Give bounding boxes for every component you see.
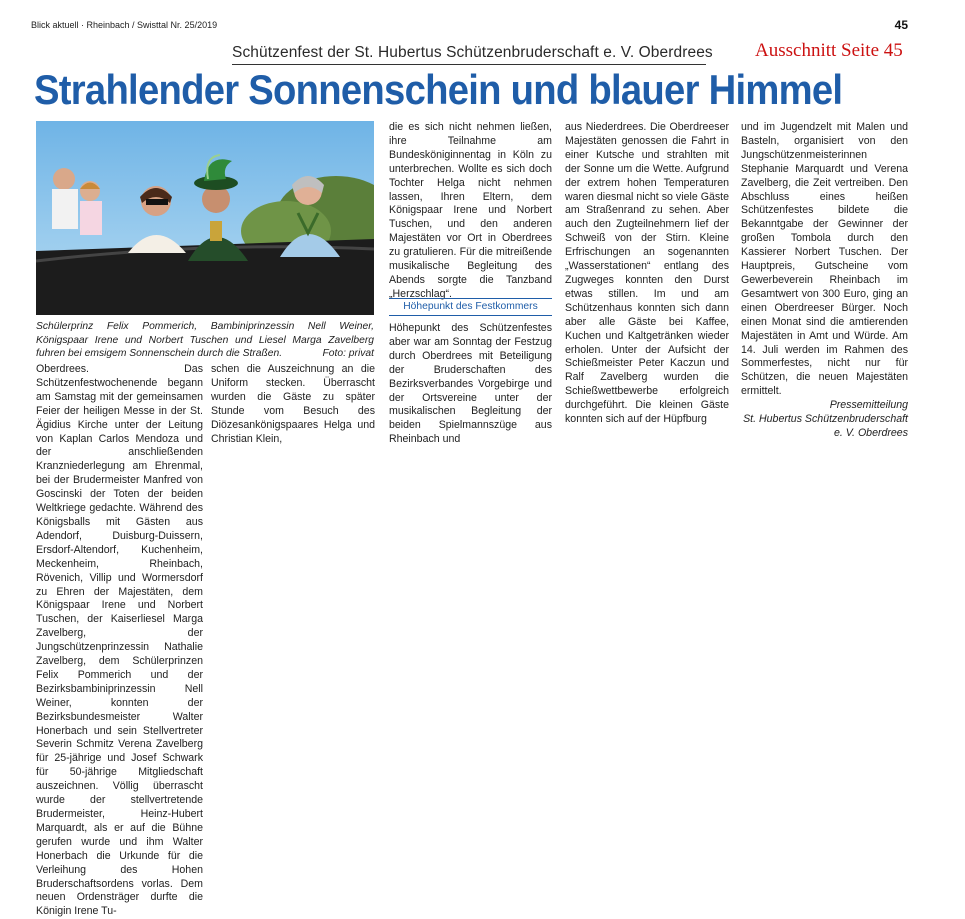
photo-credit: Foto: privat [322,348,374,360]
article-headline: Strahlender Sonnenschein und blauer Himmel [34,66,843,113]
article-photo [36,121,374,315]
caption-text: Schülerprinz Felix Pommerich, Bambiniprinzessin Nell Weiner, Königspaar Irene und Norbert Tuschen und Liesel Marga Zavelberg fuhren bei emsigem Sonnenschein durch die Straßen. [36,321,374,360]
section-subheading: Höhepunkt des Festkommers [389,298,552,316]
body-paragraph: Oberdrees. Das Schützenfestwochenende begann am Samstag mit der gemeinsamen Feier der heiligen Messe in der St. Ägidius Kirche unter der Leitung von Kaplan Carlos Mendoza und der anschließenden Kranzniederlegung am Ehrenmal, bei der Brudermeister Manfred von Goscinski der Toten der beiden Weltkriege gedachte. Während des Königsballs mit Gästen aus Adendorf, Duisburg-Duissern, Ersdorf-Altendorf, Kuchenheim, Meckenheim, Rheinbach, Rövenich, Villip und Wormersdorf zu Ehren der Majestäten, dem Königspaar Irene und Norbert Tuschen, der Kaiserliesel Marga Zavelberg, der Jungschützenprinzessin Nathalie Zavelberg, dem Schülerprinzen Felix Pommerich und der Bezirksbambiniprinzessin Nell Weiner, konnten der Bezirksbundesmeister Walter Honerbach und sein Stellvertreter Severin Schmitz Verena Zavelberg für 25-jährige und Josef Schwark für 50-jährige Mitgliedschaft auszeichnen. Völlig überrascht wurde der stellvertretende Brudermeister, Heinz-Hubert Marquardt, als er auf die Bühne gerufen wurde und ihm Walter Honerbach die Urkunde für die Verleihung des Hohen Bruderschaftsordens vorlas. Dem neuen Ordensträger durfte die Königin Irene Tu- [36,363,203,918]
publication-line: Blick aktuell · Rheinbach / Swisttal Nr. 25/2019 [31,20,218,30]
article-kicker: Schützenfest der St. Hubertus Schützenbruderschaft e. V. Oberdrees [232,44,713,61]
clipping-note: Ausschnitt Seite 45 [755,40,903,61]
signature-label: Pressemitteilung [829,399,908,412]
body-paragraph: aus Niederdrees. Die Oberdreeser Majestäten genossen die Fahrt in einer Kutsche und strahlten mit der Sonne um die Wette. Aufgrund der extrem hohen Temperaturen waren diesmal nicht so viele Gäste am Straßenrand zu sehen. Aber auch den Zugteilnehmern lief der Schweiß von der Stirn. Kleine Erfrischungen an sogenannten „Wasserstationen“ entlang des Zugweges konnten den Durst etwas stillen. Im und am Schützenhaus konnten sich dann aber alle Gäste bei Kaffee, Kuchen und Kaltgetränken wieder erholen. Unter der Aufsicht der Schießmeister Peter Kaczun und Ralf Zavelberg wurden die Schießwettbewerbe erfolgreich durchgeführt. Die kleinen Gäste konnten sich auf der Hüpfburg [565,121,729,426]
article-column-4 [565,121,729,427]
body-paragraph: Höhepunkt des Schützenfestes aber war am Sonntag der Festzug durch Oberdrees mit Beteiligung der Bruderschaften des Bezirksverbandes Vorgebirge und der Ortsvereine unter der musikalischen Begleitung der beiden Spielmannszüge aus Rheinbach und [389,322,552,446]
carriage-photo-illustration [36,121,374,315]
photo-caption [36,320,374,361]
article-column-3 [389,121,552,302]
signature-org: St. Hubertus Schützenbruderschaft e. V. Oberdrees [743,413,908,439]
article-column-3-continued [389,322,552,447]
article-column-5 [741,121,908,441]
body-paragraph: die es sich nicht nehmen ließen, ihre Teilnahme am Bundesköniginnentag in Köln zu unterbrechen. Wollte es sich doch Tochter Helga nicht nehmen lassen, Ihren Eltern, dem Königspaar Irene und Norbert Tuschen, und den anderen Majestäten vor Ort in Oberdrees zu gratulieren. Für die mitreißende musikalische Begleitung des Abends sorgte die Tanzband „Herzschlag“. [389,121,552,300]
page-header [31,18,908,32]
page-number: 45 [894,18,908,32]
kicker-underline [232,64,706,65]
article-column-1 [36,363,203,919]
article-column-2 [211,363,375,446]
body-paragraph: schen die Auszeichnung an die Uniform stecken. Überrascht wurden die Gäste zu später Stunde vom Besuch des Diözesankönigspaares Helga und Christian Klein, [211,363,375,445]
body-paragraph: und im Jugendzelt mit Malen und Basteln, organisiert von den Jungschützenmeisterinnen Stephanie Marquardt und Verena Zavelberg, die Zeit vertreiben. Den Abschluss eines heißen Schützenfestes bildete die Bekanntgabe der Gewinner der großen Tombola durch den Kassierer Norbert Tuschen. Der Hauptpreis, Gutscheine vom Gewerbeverein Rheinbach im Gesamtwert von 300 Euro, ging an einen Oberdreeser Bürger. Noch einen Monat sind die amtierenden Majestäten in Amt und Würde. Am 14. Juli werden im Rahmen des Sommerfestes, nicht nur für Schützen, die neuen Majestäten ermittelt. [741,121,908,398]
